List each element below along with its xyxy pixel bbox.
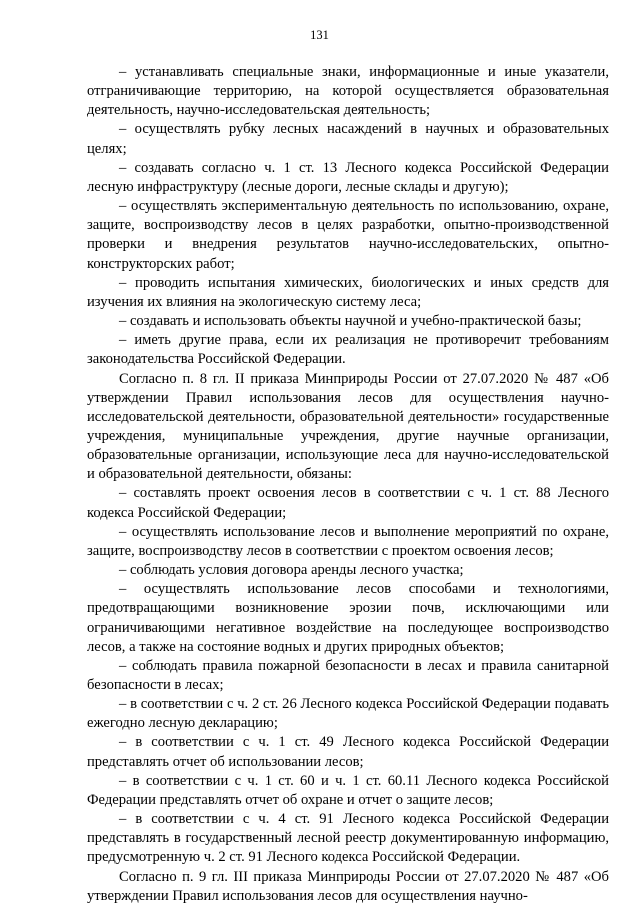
paragraph: – в соответствии с ч. 4 ст. 91 Лесного кодекса Российской Федерации представлять в государственный лесной реестр документированную информацию, предусмотренную ч. 2 ст. 91 Лесного кодекса Российской Федерации. <box>87 811 609 866</box>
paragraph: Согласно п. 9 гл. III приказа Минприроды России от 27.07.2020 № 487 «Об утверждении Правил использования лесов для осуществления научно- <box>87 868 609 904</box>
paragraph: Согласно п. 8 гл. II приказа Минприроды России от 27.07.2020 № 487 «Об утверждении Правил использования лесов для осуществления научно-исследовательской деятельности, образовательной деятельности» государственные учреждения, муниципальные учреждения, другие научные организации, образовательные организации, использующие леса для научно-исследовательской и образовательной деятельности, обязаны: <box>87 370 609 483</box>
paragraph: – иметь другие права, если их реализация не противоречит требованиям законодательства Российской Федерации. <box>87 332 609 368</box>
paragraph: – составлять проект освоения лесов в соответствии с ч. 1 ст. 88 Лесного кодекса Российской Федерации; <box>87 485 609 521</box>
paragraph: – осуществлять рубку лесных насаждений в научных и образовательных целях; <box>87 121 609 157</box>
paragraph: – в соответствии с ч. 1 ст. 60 и ч. 1 ст. 60.11 Лесного кодекса Российской Федерации представлять отчет об охране и отчет о защите лесов; <box>87 772 609 808</box>
paragraph: – в соответствии с ч. 2 ст. 26 Лесного кодекса Российской Федерации подавать ежегодно лесную декларацию; <box>87 696 609 732</box>
page-body <box>87 63 609 906</box>
paragraph: – устанавливать специальные знаки, информационные и иные указатели, отграничивающие территорию, на которой осуществляется образовательная деятельность, научно-исследовательская деятельность; <box>87 64 609 119</box>
paragraph: – соблюдать правила пожарной безопасности в лесах и правила санитарной безопасности в лесах; <box>87 657 609 693</box>
paragraph: – создавать и использовать объекты научной и учебно-практической базы; <box>119 313 582 330</box>
paragraph: – осуществлять использование лесов способами и технологиями, предотвращающими возникновение эрозии почв, исключающими или ограничивающими негативное воздействие на последующее воспроизводство лесов, а также на состояние водных и других природных объектов; <box>87 581 609 655</box>
paragraph: – осуществлять экспериментальную деятельность по использованию, охране, защите, воспроизводству лесов в целях разработки, опытно-производственной проверки и внедрения результатов научно-исследовательских, опытно-конструкторских работ; <box>87 198 609 272</box>
paragraph: – в соответствии с ч. 1 ст. 49 Лесного кодекса Российской Федерации представлять отчет об использовании лесов; <box>87 734 609 770</box>
paragraph: – осуществлять использование лесов и выполнение мероприятий по охране, защите, воспроизводству лесов в соответствии с проектом освоения лесов; <box>87 523 609 559</box>
page-number: 131 <box>310 28 329 42</box>
paragraph: – создавать согласно ч. 1 ст. 13 Лесного кодекса Российской Федерации лесную инфраструктуру (лесные дороги, лесные склады и другую); <box>87 159 609 195</box>
paragraph: – проводить испытания химических, биологических и иных средств для изучения их влияния на экологическую систему леса; <box>87 274 609 310</box>
paragraph: – соблюдать условия договора аренды лесного участка; <box>119 562 464 579</box>
